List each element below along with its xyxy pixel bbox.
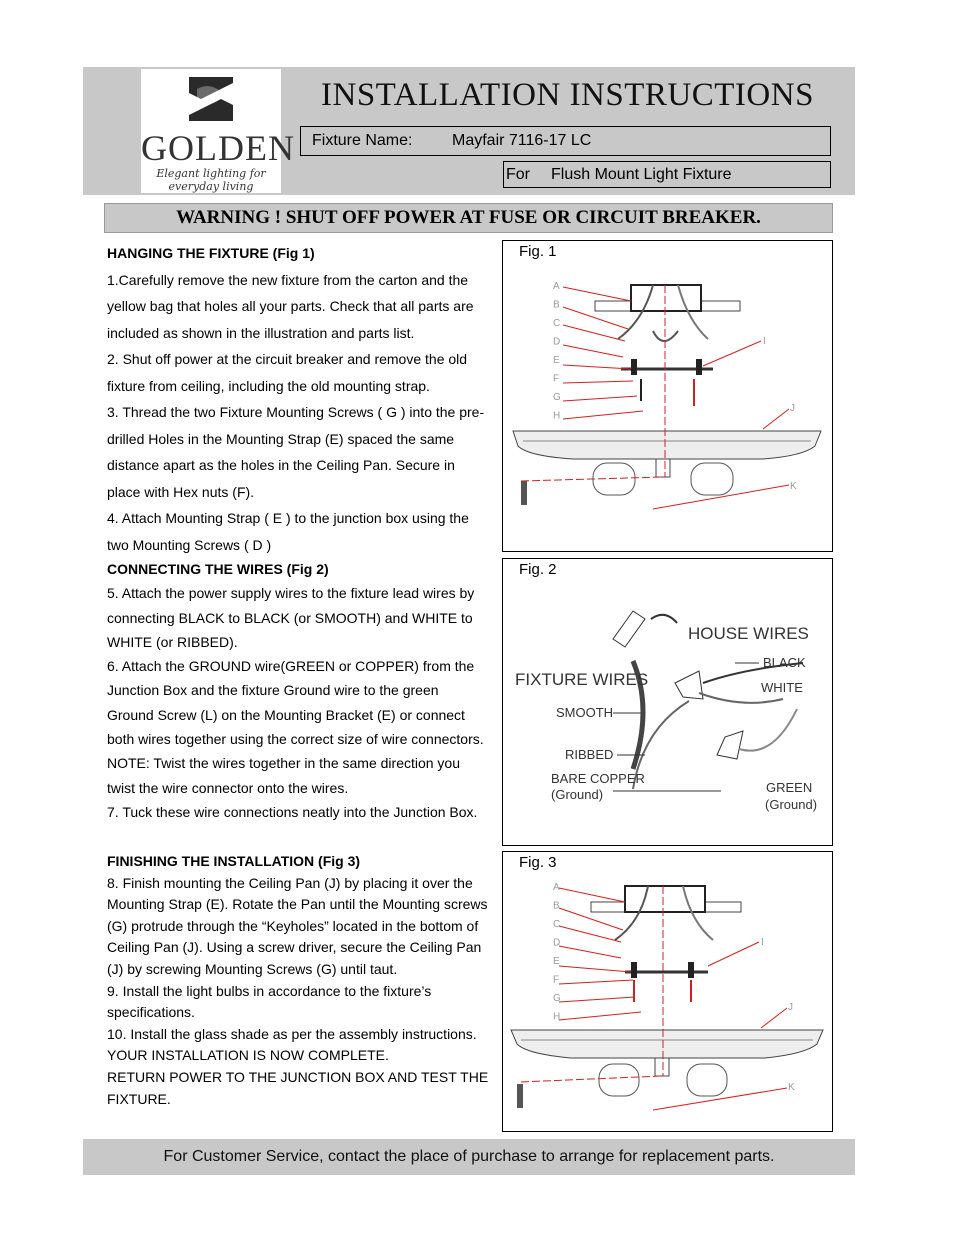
fixture-assembly-diagram (503, 241, 832, 551)
step-text: 8. Finish mounting the Ceiling Pan (J) by placing it over the Mounting Strap (E). Rotate the Pan until the Mounting screws (G) protrude through the “Keyholes” located in the bottom of Ceiling Pan (J). Using a screw driver, secure the Ceiling Pan (J) by screwing Mounting Screws (G) until taut. (107, 874, 488, 977)
fixture-ground-label: (Ground) (551, 787, 604, 802)
brand-name: GOLDEN (141, 128, 295, 168)
brand-tagline: Elegant lighting for everyday living (156, 167, 266, 193)
ribbed-wire-label: RIBBED (565, 747, 614, 762)
part-letter-b: B (553, 299, 560, 311)
step-text: 4. Attach Mounting Strap ( E ) to the junction box using the two Mounting Screws ( D ) (107, 510, 469, 553)
fixture-type-box (503, 161, 831, 188)
part-letter-i: I (763, 336, 766, 347)
step-text: 10. Install the glass shade as per the assembly instructions. (107, 1025, 477, 1042)
part-letter-d: D (553, 937, 561, 949)
fixture-type-value: Flush Mount Light Fixture (551, 166, 732, 183)
section-heading: FINISHING THE INSTALLATION (Fig 3) (107, 853, 361, 869)
step-text: YOUR INSTALLATION IS NOW COMPLETE. (107, 1047, 389, 1064)
part-letter-k: K (790, 481, 797, 492)
fixture-type-label: For (506, 166, 530, 183)
part-letter-g: G (553, 392, 561, 403)
header-band (83, 67, 855, 195)
page-title: INSTALLATION INSTRUCTIONS (321, 77, 814, 113)
part-letter-d: D (553, 336, 561, 348)
part-letter-a: A (553, 281, 560, 292)
part-letter-j: J (788, 1002, 793, 1013)
fixture-name-box (300, 126, 831, 156)
part-letter-k: K (788, 1082, 795, 1093)
black-wire-label: BLACK (763, 655, 806, 670)
part-letter-g: G (553, 993, 561, 1004)
warning-banner: WARNING ! SHUT OFF POWER AT FUSE OR CIRCUIT BREAKER. (104, 203, 833, 233)
step-text: 6. Attach the GROUND wire(GREEN or COPPER) from the Junction Box and the fixture Ground wire to the green Ground Screw (L) on the Mounting Bracket (E) or connect both wires together using the correct size of wire connectors. NOTE: Twist the wires together in the same direction you twist the wire connector onto the wires. (107, 658, 484, 796)
part-letter-c: C (553, 919, 561, 930)
bare-copper-label: BARE COPPER (551, 771, 645, 786)
part-letter-h: H (553, 410, 561, 422)
figure-1-label: Fig. 1 (519, 243, 557, 260)
part-letter-e: E (553, 355, 560, 366)
step-text: 9. Install the light bulbs in accordance to the fixture’s specifications. (107, 982, 432, 1021)
figure-2-label: Fig. 2 (519, 561, 557, 578)
part-letter-e: E (553, 956, 560, 967)
house-ground-label: (Ground) (765, 797, 818, 812)
part-letter-j: J (790, 403, 795, 414)
section-heading: HANGING THE FIXTURE (Fig 1) (107, 245, 315, 261)
footer-band: For Customer Service, contact the place of purchase to arrange for replacement parts. (83, 1139, 855, 1175)
part-letter-h: H (553, 1011, 561, 1023)
part-letter-f: F (553, 974, 560, 986)
section-heading: CONNECTING THE WIRES (Fig 2) (107, 561, 329, 577)
fixture-finishing-diagram (503, 852, 832, 1131)
wiring-diagram (503, 559, 832, 845)
fixture-wires-label: FIXTURE WIRES (515, 670, 649, 689)
part-letter-f: F (553, 373, 560, 385)
smooth-wire-label: SMOOTH (556, 705, 614, 720)
step-text: 2. Shut off power at the circuit breaker and remove the old fixture from ceiling, including the old mounting strap. (107, 351, 468, 394)
step-text: 3. Thread the two Fixture Mounting Screws ( G ) into the pre-drilled Holes in the Mounting Strap (E) spaced the same distance apart as the holes in the Ceiling Pan. Secure in place with Hex nuts (F). (107, 404, 485, 500)
step-text: RETURN POWER TO THE JUNCTION BOX AND TEST THE FIXTURE. (107, 1068, 489, 1107)
brand-logo (141, 69, 295, 193)
white-wire-label: WHITE (761, 680, 803, 695)
green-wire-label: GREEN (766, 780, 813, 795)
figure-3-label: Fig. 3 (519, 854, 557, 871)
step-text: 7. Tuck these wire connections neatly into the Junction Box. (107, 803, 478, 820)
house-wires-label: HOUSE WIRES (688, 624, 809, 643)
part-letter-c: C (553, 318, 561, 329)
fixture-name-value: Mayfair 7116-17 LC (452, 132, 592, 149)
figure-2 (502, 558, 833, 846)
step-text: 5. Attach the power supply wires to the fixture lead wires by connecting BLACK to BLACK (or SMOOTH) and WHITE to WHITE (or RIBBED). (107, 585, 475, 650)
fixture-name-label: Fixture Name: (312, 132, 413, 149)
section-connecting (107, 557, 487, 824)
figure-1 (502, 240, 833, 552)
part-letter-i: I (761, 937, 764, 948)
step-text: 1.Carefully remove the new fixture from the carton and the yellow bag that holes all your parts. Check that all parts are included as shown in the illustration and parts list. (107, 271, 474, 341)
part-letter-b: B (553, 900, 560, 912)
section-finishing (107, 851, 492, 1110)
figure-3 (502, 851, 833, 1132)
part-letter-a: A (553, 882, 560, 893)
brand-mark-icon (181, 69, 241, 129)
section-hanging (107, 240, 487, 558)
